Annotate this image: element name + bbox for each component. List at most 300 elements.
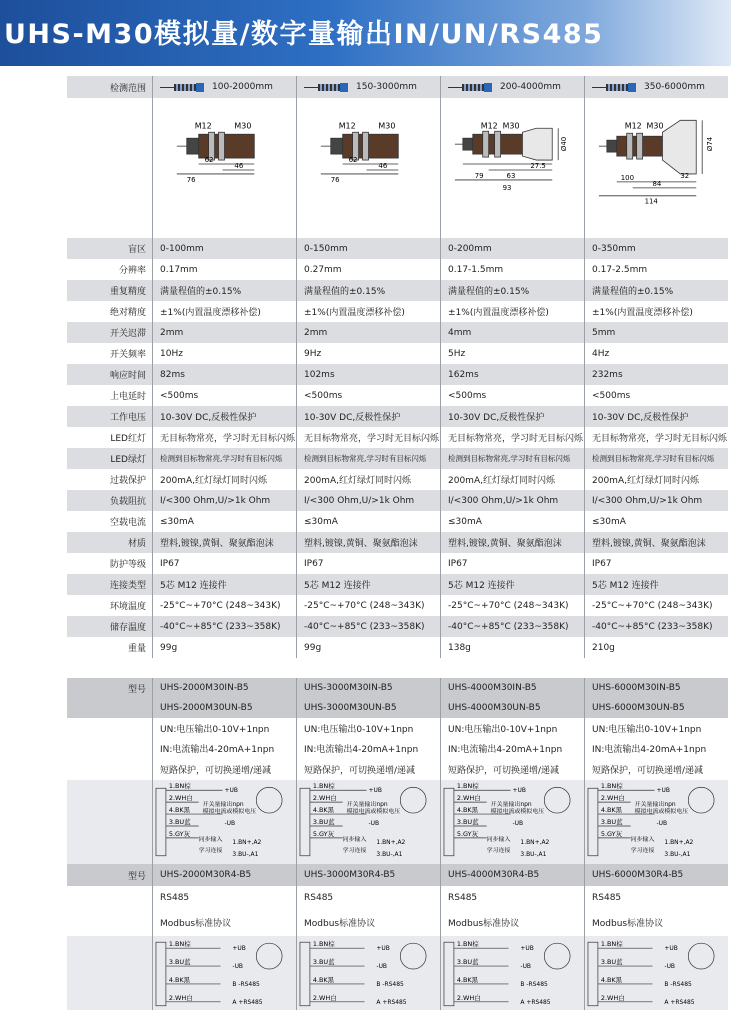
dimension-drawing-svg [297, 98, 440, 238]
range-cell [584, 76, 728, 98]
spec-row-store_temp [67, 616, 728, 637]
spec-value: 0-100mm [152, 238, 296, 259]
learn-label: 学习连接 [342, 846, 367, 854]
sensor-probe-icon [448, 83, 492, 92]
output-notes [440, 718, 584, 780]
spec-value: 0-350mm [584, 238, 728, 259]
spec-row-repeat [67, 280, 728, 301]
spec-value: 0.17-1.5mm [440, 259, 584, 280]
row-label: 开关迟滞 [67, 322, 152, 343]
pin-label: 2.WH白 [456, 993, 481, 1002]
npn-label: 开关量输出npn [202, 801, 244, 809]
dim-bb: 32 [680, 171, 690, 180]
dim-d: Ø74 [706, 136, 715, 152]
model-rs: UHS-6000M30R4-B5 [584, 864, 728, 886]
row-label: 型号 [67, 864, 152, 886]
pin-label: 1.BN棕 [168, 782, 191, 791]
pin-label: 3.BU蓝 [168, 958, 191, 967]
note-short: 短路保护，可切换递增/递减 [448, 766, 560, 777]
note-in: IN:电流输出4-20mA+1npn [592, 745, 707, 756]
rs485-notes [296, 886, 440, 936]
model-in: UHS-3000M30IN-B5 [304, 683, 393, 693]
vminus-label: -UB [376, 963, 388, 971]
note-un: UN:电压输出0-10V+1npn [160, 724, 270, 735]
row-label: 重量 [127, 644, 146, 654]
a2-label: 1.BN+,A2 [376, 838, 406, 846]
a1-label: 3.BU-,A1 [664, 850, 691, 858]
spec-value: 138g [440, 637, 584, 658]
spec-value: IP67 [440, 553, 584, 574]
spec-row-hysteresis [67, 322, 728, 343]
wiring-analog-cell [440, 780, 584, 864]
note-in: IN:电流输出4-20mA+1npn [160, 745, 275, 756]
a-label: A +RS485 [232, 998, 263, 1006]
spec-value: 2mm [296, 322, 440, 343]
model-row [67, 678, 728, 718]
pin-label: 3.BU蓝 [312, 958, 335, 967]
wiring-rs485-cell [296, 936, 440, 1010]
pin-label: 2.WH白 [312, 794, 337, 803]
range-cell [152, 76, 296, 98]
vplus-label: +UB [224, 787, 238, 795]
range-value: 350-6000mm [644, 82, 705, 92]
dim-a: 79 [474, 171, 484, 180]
row-label: 连接类型 [67, 574, 152, 595]
vplus-label: +UB [376, 945, 390, 953]
spec-value: 5芯 M12 连接件 [440, 574, 584, 595]
note-short: 短路保护，可切换递增/递减 [160, 766, 272, 777]
pin-label: 3.BU蓝 [600, 817, 623, 826]
spec-row-connector [67, 574, 728, 595]
spec-value: 塑料,镀镍,黄铜、聚氨酯泡沫 [152, 532, 296, 553]
row-label: 重复精度 [67, 280, 152, 301]
pin-label: 1.BN棕 [456, 782, 479, 791]
output-notes [584, 718, 728, 780]
spec-value: -25°C~+70°C (248~343K) [584, 595, 728, 616]
spec-value: I/<300 Ohm,U/>1k Ohm [152, 490, 296, 511]
b-label: B -RS485 [232, 980, 260, 988]
spec-value: <500ms [152, 385, 296, 406]
sync-label: 同步输入 [342, 835, 367, 843]
wiring-diagram-rs485 [585, 936, 728, 1010]
model-cell [296, 678, 440, 718]
wiring-diagram-rs485 [153, 936, 296, 1010]
title-banner [0, 0, 731, 66]
dim-bb: 27.5 [530, 162, 546, 170]
spec-value: 2mm [152, 322, 296, 343]
spec-value: 10Hz [152, 343, 296, 364]
pin-label: 5.GY灰 [456, 829, 479, 838]
sensor-probe-icon [304, 83, 348, 92]
pin-label: 4.BK黑 [168, 975, 191, 984]
b-label: B -RS485 [664, 980, 692, 988]
spec-value: ±1%(内置温度漂移补偿) [584, 301, 728, 322]
vminus-label: -UB [664, 963, 676, 971]
row-label: 空载电流 [109, 518, 146, 528]
wiring-row-rs485 [67, 936, 728, 1010]
note-modbus: Modbus标准协议 [160, 919, 232, 930]
spec-value: 满量程值的±0.15% [440, 280, 584, 301]
dim-d: Ø40 [560, 136, 569, 152]
vminus-label: -UB [232, 963, 244, 971]
a1-label: 3.BU-,A1 [376, 850, 403, 858]
spec-value: 塑料,镀镍,黄铜、聚氨酯泡沫 [440, 532, 584, 553]
a2-label: 1.BN+,A2 [520, 838, 550, 846]
dimension-drawing [584, 98, 728, 238]
model-cell [440, 678, 584, 718]
row-label: 环境温度 [109, 602, 146, 612]
spec-value: <500ms [296, 385, 440, 406]
spec-value: 232ms [584, 364, 728, 385]
pin-label: 4.BK黑 [168, 806, 191, 815]
pin-label: 1.BN棕 [168, 940, 191, 949]
spec-value: 200mA,红灯绿灯同时闪烁 [296, 469, 440, 490]
model-un: UHS-6000M30UN-B5 [592, 703, 685, 713]
spec-value: IP67 [296, 553, 440, 574]
spec-value: ±1%(内置温度漂移补偿) [152, 301, 296, 322]
spec-value: -25°C~+70°C (248~343K) [440, 595, 584, 616]
npn-label: 开关量输出npn [490, 801, 532, 809]
spec-value: -40°C~+85°C (233~358K) [440, 616, 584, 637]
pin-label: 3.BU蓝 [456, 817, 479, 826]
vminus-label: -UB [520, 963, 532, 971]
model-in: UHS-4000M30IN-B5 [448, 683, 537, 693]
row-label: 材质 [67, 532, 152, 553]
range-value: 150-3000mm [356, 82, 417, 92]
analog-label: 模拟电流或模拟电压 [202, 808, 257, 816]
pin-label: 1.BN棕 [312, 782, 335, 791]
wiring-analog-cell [584, 780, 728, 864]
rs485-notes [152, 886, 296, 936]
row-label: 过载保护 [109, 476, 146, 486]
a1-label: 3.BU-,A1 [232, 850, 259, 858]
note-modbus: Modbus标准协议 [592, 919, 664, 930]
analog-label: 模拟电流或模拟电压 [346, 808, 401, 816]
spec-value: 检测到目标物常亮,学习时有目标闪烁 [440, 448, 584, 469]
spec-value: 满量程值的±0.15% [296, 280, 440, 301]
model-cell [152, 678, 296, 718]
spec-value: ≤30mA [584, 511, 728, 532]
spec-value: -40°C~+85°C (233~358K) [152, 616, 296, 637]
dim-m12: M12 [624, 121, 642, 131]
spec-value: 0.17mm [152, 259, 296, 280]
rs485-notes [584, 886, 728, 936]
spec-value: 检测到目标物常亮,学习时有目标闪烁 [584, 448, 728, 469]
row-label: 盲区 [67, 238, 152, 259]
dim-b: 46 [234, 162, 244, 170]
wiring-diagram-analog [441, 780, 584, 864]
spec-value: 无目标物常亮，学习时无目标闪烁 [296, 427, 440, 448]
range-value: 200-4000mm [500, 82, 561, 92]
spec-value: 4mm [440, 322, 584, 343]
vplus-label: +UB [656, 787, 670, 795]
pin-label: 4.BK黑 [456, 806, 479, 815]
spec-value: 塑料,镀镍,黄铜、聚氨酯泡沫 [296, 532, 440, 553]
spec-value: -40°C~+85°C (233~358K) [296, 616, 440, 637]
spec-row-ip [67, 553, 728, 574]
spec-value: -25°C~+70°C (248~343K) [152, 595, 296, 616]
pin-label: 5.GY灰 [600, 829, 623, 838]
dim-m30: M30 [234, 121, 252, 131]
wiring-analog-cell [152, 780, 296, 864]
pin-label: 2.WH白 [168, 794, 193, 803]
dimension-drawing-svg [153, 98, 296, 238]
drawing-row [67, 98, 728, 238]
range-value: 100-2000mm [212, 82, 273, 92]
pin-label: 1.BN棕 [600, 782, 623, 791]
dim-m12: M12 [480, 121, 498, 131]
pin-label: 5.GY灰 [312, 829, 335, 838]
spec-row-led_green [67, 448, 728, 469]
vplus-label: +UB [664, 945, 678, 953]
model-in: UHS-6000M30IN-B5 [592, 683, 681, 693]
spec-value: 0.17-2.5mm [584, 259, 728, 280]
spec-value: 10-30V DC,反极性保护 [152, 406, 296, 427]
dimension-drawing [152, 98, 296, 238]
range-row [67, 76, 728, 98]
spec-row-material [67, 532, 728, 553]
rs485-notes [440, 886, 584, 936]
learn-label: 学习连接 [630, 846, 655, 854]
spec-value: <500ms [584, 385, 728, 406]
note-modbus: Modbus标准协议 [448, 919, 520, 930]
spec-value: 9Hz [296, 343, 440, 364]
vminus-label: -UB [512, 819, 524, 827]
spec-value: I/<300 Ohm,U/>1k Ohm [440, 490, 584, 511]
row-label: 储存温度 [67, 616, 152, 637]
model-cell [584, 678, 728, 718]
spec-value: 塑料,镀镍,黄铜、聚氨酯泡沫 [584, 532, 728, 553]
wiring-diagram-analog [153, 780, 296, 864]
wiring-rs485-cell [584, 936, 728, 1010]
model-in: UHS-2000M30IN-B5 [160, 683, 249, 693]
spec-row-voltage [67, 406, 728, 427]
spec-value: 210g [584, 637, 728, 658]
spec-value: 5mm [584, 322, 728, 343]
spec-value: 满量程值的±0.15% [152, 280, 296, 301]
spec-value: 200mA,红灯绿灯同时闪烁 [440, 469, 584, 490]
range-cell [296, 76, 440, 98]
b-label: B -RS485 [520, 980, 548, 988]
sensor-probe-icon [160, 83, 204, 92]
dim-a: 100 [620, 173, 634, 182]
wiring-row-analog [67, 780, 728, 864]
spec-value: 82ms [152, 364, 296, 385]
note-modbus: Modbus标准协议 [304, 919, 376, 930]
spec-value: 99g [296, 637, 440, 658]
spec-value: 162ms [440, 364, 584, 385]
spec-value: ≤30mA [296, 511, 440, 532]
spec-value: IP67 [152, 553, 296, 574]
row-label: 工作电压 [67, 406, 152, 427]
dim-m30: M30 [378, 121, 396, 131]
pin-label: 4.BK黑 [312, 806, 335, 815]
dimension-drawing [440, 98, 584, 238]
npn-label: 开关量输出npn [346, 801, 388, 809]
spec-value: 0-150mm [296, 238, 440, 259]
spec-value: 无目标物常亮，学习时无目标闪烁 [440, 427, 584, 448]
row-label: 上电延时 [109, 392, 146, 402]
pin-label: 1.BN棕 [456, 940, 479, 949]
analog-label: 模拟电流或模拟电压 [490, 808, 545, 816]
note-short: 短路保护，可切换递增/递减 [304, 766, 416, 777]
sync-label: 同步输入 [486, 835, 511, 843]
spec-value: -25°C~+70°C (248~343K) [296, 595, 440, 616]
spec-value: 5芯 M12 连接件 [584, 574, 728, 595]
spec-value: ±1%(内置温度漂移补偿) [440, 301, 584, 322]
spec-value: 200mA,红灯绿灯同时闪烁 [152, 469, 296, 490]
spec-value: I/<300 Ohm,U/>1k Ohm [296, 490, 440, 511]
vminus-label: -UB [224, 819, 236, 827]
spec-value: ±1%(内置温度漂移补偿) [296, 301, 440, 322]
dim-a: 62 [204, 156, 214, 165]
model-un: UHS-2000M30UN-B5 [160, 703, 253, 713]
row-label: LED红灯 [110, 434, 146, 444]
note-un: UN:电压输出0-10V+1npn [592, 724, 702, 735]
pin-label: 3.BU蓝 [456, 958, 479, 967]
spec-row-blind [67, 238, 728, 259]
spec-value: IP67 [584, 553, 728, 574]
model-un: UHS-4000M30UN-B5 [448, 703, 541, 713]
model-rs: UHS-2000M30R4-B5 [152, 864, 296, 886]
learn-label: 学习连接 [486, 846, 511, 854]
spec-row-led_red [67, 427, 728, 448]
dim-a: 62 [348, 156, 358, 165]
pin-label: 3.BU蓝 [312, 817, 335, 826]
spec-row-env_temp [67, 595, 728, 616]
spec-value: 满量程值的±0.15% [584, 280, 728, 301]
vplus-label: +UB [368, 787, 382, 795]
note-un: UN:电压输出0-10V+1npn [304, 724, 414, 735]
pin-label: 2.WH白 [168, 993, 193, 1002]
dim-c: 114 [644, 197, 658, 206]
spec-value: <500ms [440, 385, 584, 406]
pin-label: 4.BK黑 [312, 975, 335, 984]
note-in: IN:电流输出4-20mA+1npn [448, 745, 563, 756]
a2-label: 1.BN+,A2 [232, 838, 262, 846]
row-label: 开关频率 [109, 350, 146, 360]
spec-value: 5芯 M12 连接件 [296, 574, 440, 595]
note-short: 短路保护，可切换递增/递减 [592, 766, 704, 777]
spec-value: 无目标物常亮，学习时无目标闪烁 [584, 427, 728, 448]
dim-m30: M30 [646, 121, 664, 131]
vplus-label: +UB [520, 945, 534, 953]
spec-value: 10-30V DC,反极性保护 [584, 406, 728, 427]
spec-value: I/<300 Ohm,U/>1k Ohm [584, 490, 728, 511]
spec-value: 无目标物常亮，学习时无目标闪烁 [152, 427, 296, 448]
row-label: 型号 [127, 685, 146, 695]
spec-value: 200mA,红灯绿灯同时闪烁 [584, 469, 728, 490]
spec-value: 99g [152, 637, 296, 658]
vplus-label: +UB [512, 787, 526, 795]
dim-m12: M12 [338, 121, 356, 131]
wiring-diagram-rs485 [441, 936, 584, 1010]
spec-row-delay [67, 385, 728, 406]
spec-row-overload [67, 469, 728, 490]
row-label: LED绿灯 [67, 448, 152, 469]
spec-row-load [67, 490, 728, 511]
note-in: IN:电流输出4-20mA+1npn [304, 745, 419, 756]
spec-value: 检测到目标物常亮,学习时有目标闪烁 [152, 448, 296, 469]
spec-value: 0-200mm [440, 238, 584, 259]
dim-b: 63 [506, 171, 516, 180]
spec-value: 10-30V DC,反极性保护 [440, 406, 584, 427]
spec-row-weight [67, 637, 728, 658]
vminus-label: -UB [656, 819, 668, 827]
range-cell [440, 76, 584, 98]
spec-value: 检测到目标物常亮,学习时有目标闪烁 [296, 448, 440, 469]
spec-value: ≤30mA [440, 511, 584, 532]
analog-label: 模拟电流或模拟电压 [634, 808, 689, 816]
dim-b: 46 [378, 162, 388, 170]
spec-value: 4Hz [584, 343, 728, 364]
vplus-label: +UB [232, 945, 246, 953]
pin-label: 4.BK黑 [456, 975, 479, 984]
dim-m12: M12 [194, 121, 212, 131]
learn-label: 学习连接 [198, 846, 223, 854]
dimension-drawing-svg [585, 98, 728, 238]
row-label: 响应时间 [67, 364, 152, 385]
spec-value: 0.27mm [296, 259, 440, 280]
spec-value: 10-30V DC,反极性保护 [296, 406, 440, 427]
wiring-diagram-rs485 [297, 936, 440, 1010]
pin-label: 1.BN棕 [600, 940, 623, 949]
wiring-diagram-analog [585, 780, 728, 864]
dim-b: 84 [652, 179, 662, 188]
spec-row-current [67, 511, 728, 532]
wiring-rs485-cell [440, 936, 584, 1010]
note-rs485: RS485 [160, 892, 190, 903]
wiring-rs485-cell [152, 936, 296, 1010]
row-label: 分辨率 [118, 266, 146, 276]
page-title: UHS-M30模拟量/数字量输出IN/UN/RS485 [4, 19, 604, 50]
dim-m30: M30 [502, 121, 520, 131]
dimension-drawing [296, 98, 440, 238]
spec-value: -40°C~+85°C (233~358K) [584, 616, 728, 637]
row-label: 负载阻抗 [67, 490, 152, 511]
row-label: 防护等级 [109, 560, 146, 570]
pin-label: 5.GY灰 [168, 829, 191, 838]
pin-label: 2.WH白 [600, 794, 625, 803]
wiring-analog-cell [296, 780, 440, 864]
pin-label: 1.BN棕 [312, 940, 335, 949]
model-row-rs485 [67, 864, 728, 886]
row-label: 检测范围 [67, 76, 152, 98]
pin-label: 3.BU蓝 [168, 817, 191, 826]
dim-c: 76 [330, 175, 340, 184]
pin-label: 4.BK黑 [600, 975, 623, 984]
wiring-diagram-analog [297, 780, 440, 864]
model-rs: UHS-3000M30R4-B5 [296, 864, 440, 886]
note-un: UN:电压输出0-10V+1npn [448, 724, 558, 735]
spec-value: 5芯 M12 连接件 [152, 574, 296, 595]
pin-label: 2.WH白 [600, 993, 625, 1002]
a1-label: 3.BU-,A1 [520, 850, 547, 858]
sync-label: 同步输入 [198, 835, 223, 843]
note-rs485: RS485 [448, 892, 478, 903]
dim-c: 93 [502, 183, 512, 192]
sensor-probe-icon [592, 83, 636, 92]
row-label: 绝对精度 [109, 308, 146, 318]
pin-label: 3.BU蓝 [600, 958, 623, 967]
output-notes [296, 718, 440, 780]
spec-row-resolution [67, 259, 728, 280]
pin-label: 2.WH白 [312, 993, 337, 1002]
b-label: B -RS485 [376, 980, 404, 988]
spec-row-response [67, 364, 728, 385]
spec-row-absolute [67, 301, 728, 322]
dim-c: 76 [186, 175, 196, 184]
